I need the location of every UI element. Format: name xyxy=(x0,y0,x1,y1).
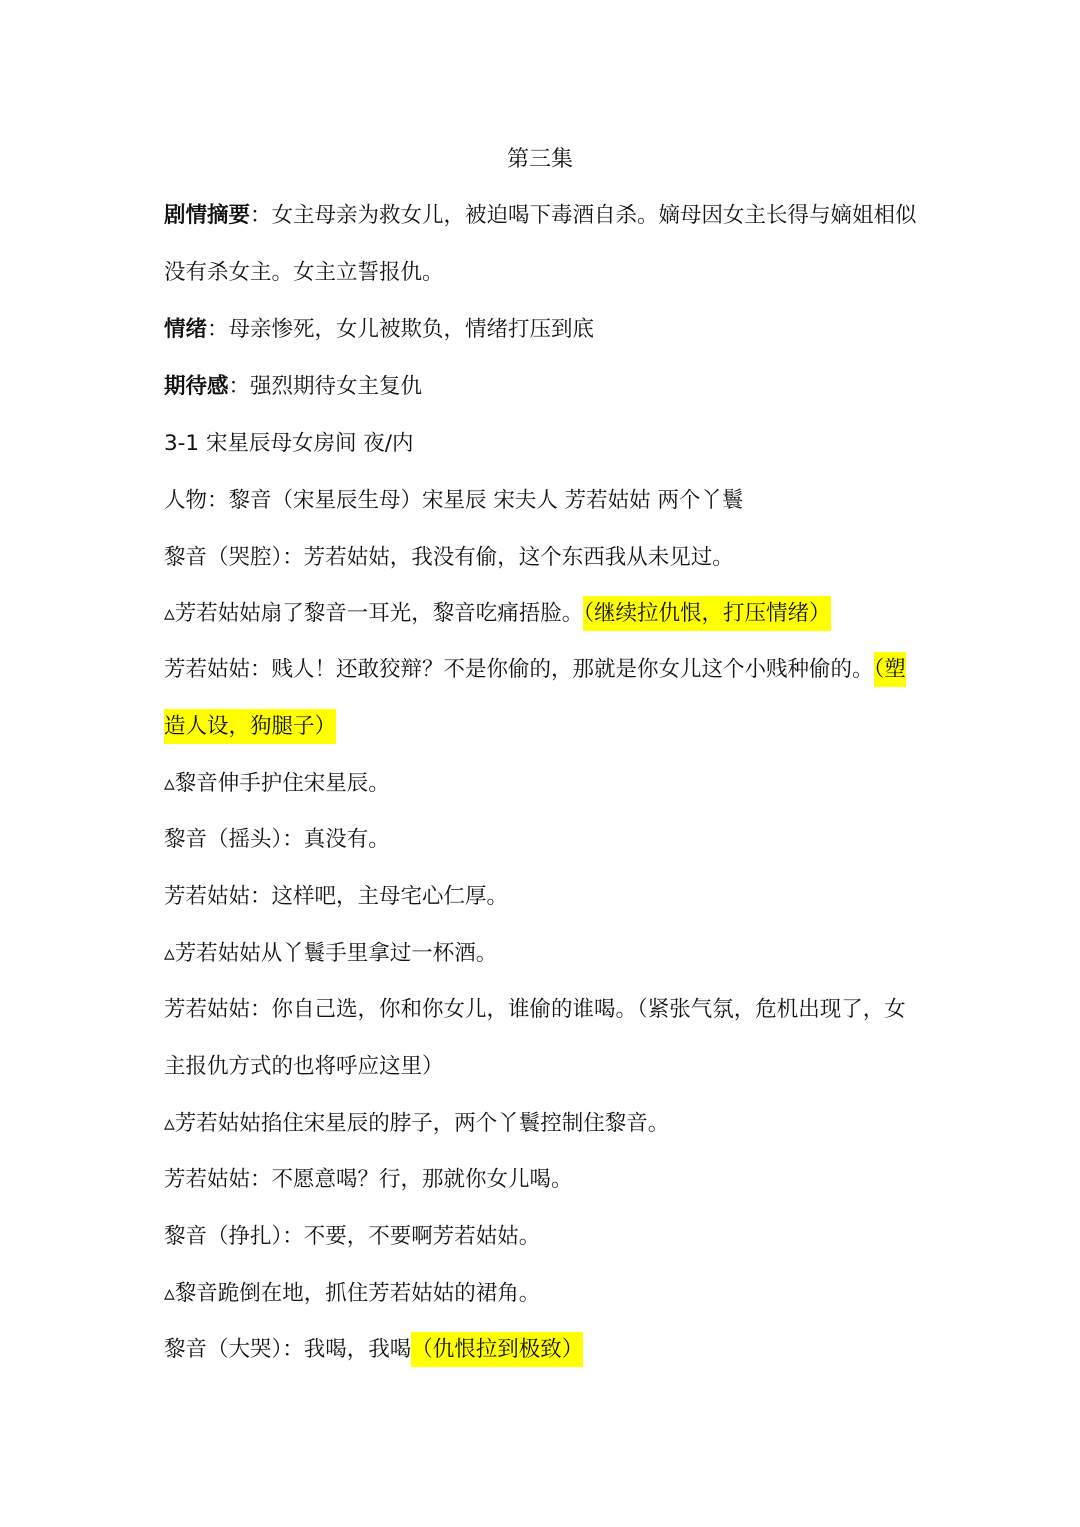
emotion-line xyxy=(164,313,924,347)
highlighted-note: 造人设，狗腿子） xyxy=(164,709,336,744)
characters-line: 人物：黎音（宋星辰生母）宋星辰 宋夫人 芳若姑姑 两个丫鬟 xyxy=(164,488,744,513)
script-line: 黎音（摇头）：真没有。 xyxy=(164,827,390,852)
scene-heading: 3-1 宋星辰母女房间 夜/内 xyxy=(164,431,414,456)
emotion-text: ：母亲惨死，女儿被欺负，情绪打压到底 xyxy=(207,317,595,342)
expectation-text: ：强烈期待女主复仇 xyxy=(228,374,423,399)
summary-line-2: 没有杀女主。女主立誓报仇。 xyxy=(164,260,444,285)
script-line xyxy=(164,710,924,744)
highlighted-note: （继续拉仇恨，打压情绪） xyxy=(583,596,830,631)
script-line: ▵黎音跪倒在地，抓住芳若姑姑的裙角。 xyxy=(164,1281,541,1306)
summary-line-1 xyxy=(164,199,924,233)
script-line xyxy=(164,597,924,631)
highlighted-note: （仇恨拉到极致） xyxy=(411,1332,583,1367)
action-text: ▵芳若姑姑扇了黎音一耳光，黎音吃痛捂脸。 xyxy=(164,601,584,626)
emotion-label: 情绪 xyxy=(164,317,208,342)
script-line: 芳若姑姑：这样吧，主母宅心仁厚。 xyxy=(164,884,509,909)
script-line: 黎音（哭腔）：芳若姑姑，我没有偷，这个东西我从未见过。 xyxy=(164,545,734,570)
script-line xyxy=(164,1333,924,1367)
dialogue-text: 芳若姑姑：贱人！还敢狡辩？不是你偷的，那就是你女儿这个小贱种偷的。 xyxy=(164,657,874,682)
script-line: ▵芳若姑姑掐住宋星辰的脖子，两个丫鬟控制住黎音。 xyxy=(164,1111,670,1136)
script-line xyxy=(164,653,924,687)
script-line: 芳若姑姑：不愿意喝？行，那就你女儿喝。 xyxy=(164,1167,573,1192)
summary-label: 剧情摘要 xyxy=(164,203,251,228)
highlighted-note: （塑 xyxy=(874,652,906,687)
script-line: 黎音（挣扎）：不要，不要啊芳若姑姑。 xyxy=(164,1224,541,1249)
summary-text: ：女主母亲为救女儿，被迫喝下毒酒自杀。嫡母因女主长得与嫡姐相似 xyxy=(250,203,917,228)
expectation-line xyxy=(164,370,924,404)
expectation-label: 期待感 xyxy=(164,374,229,399)
script-line: 芳若姑姑：你自己选，你和你女儿，谁偷的谁喝。（紧张气氛，危机出现了，女 xyxy=(164,997,906,1022)
script-line: ▵芳若姑姑从丫鬟手里拿过一杯酒。 xyxy=(164,941,498,966)
script-line: 主报仇方式的也将呼应这里） xyxy=(164,1054,444,1079)
dialogue-text: 黎音（大哭）：我喝，我喝 xyxy=(164,1337,412,1362)
episode-title: 第三集 xyxy=(506,147,573,172)
script-line: ▵黎音伸手护住宋星辰。 xyxy=(164,771,390,796)
